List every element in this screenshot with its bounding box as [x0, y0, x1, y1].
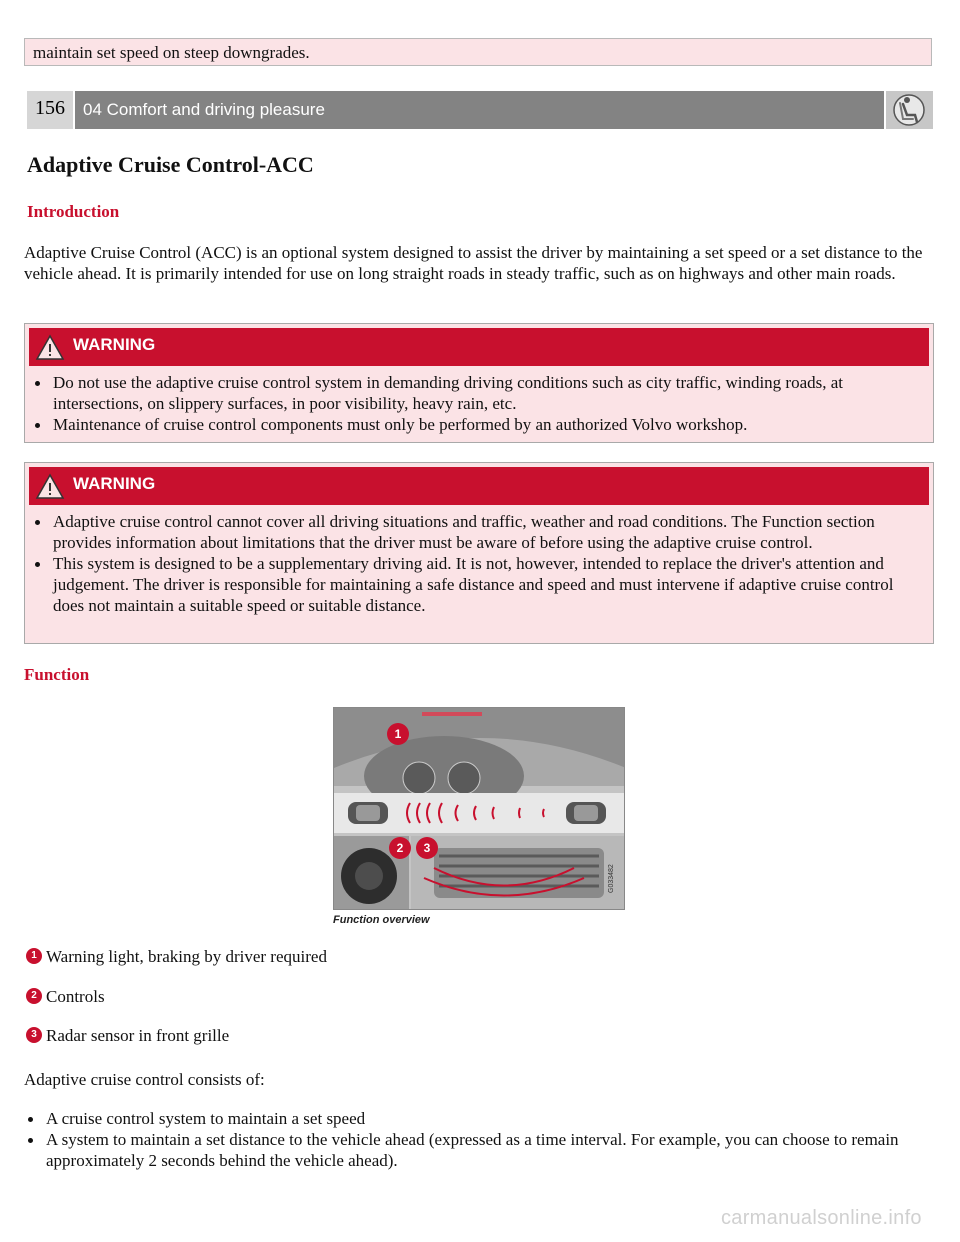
introduction-heading: Introduction	[27, 202, 120, 221]
consists-intro: Adaptive cruise control consists of:	[24, 1070, 265, 1089]
figure-caption: Function overview	[333, 914, 430, 926]
chapter-header	[27, 91, 933, 129]
legend-text: Radar sensor in front grille	[46, 1026, 230, 1045]
warning-label: WARNING	[73, 335, 156, 354]
watermark: carmanualsonline.info	[721, 1207, 922, 1229]
function-overview-figure	[333, 707, 625, 910]
warning-label: WARNING	[73, 474, 156, 493]
seat-person-icon	[886, 91, 933, 129]
warning-triangle-icon	[35, 334, 65, 361]
chapter-title: 04 Comfort and driving pleasure	[75, 91, 884, 129]
list-item: A system to maintain a set distance to the vehicle ahead (expressed as a time interval. For example, you can choose to remain approximately 2 seconds behind the vehicle ahead).	[24, 1129, 934, 1171]
figure-callout-2	[389, 837, 411, 859]
list-item: A cruise control system to maintain a set speed	[24, 1108, 934, 1129]
figure-callout-1	[387, 723, 409, 745]
callout-2-icon: 2	[26, 988, 42, 1004]
warning-item: Do not use the adaptive cruise control system in demanding driving conditions such as city traffic, winding roads, at intersections, on slippery surfaces, in poor visibility, heavy rain, etc.	[31, 372, 927, 414]
callout-3-icon: 3	[26, 1027, 42, 1043]
figure-code: G033482	[608, 864, 615, 893]
function-heading: Function	[24, 665, 90, 684]
warning-item: Adaptive cruise control cannot cover all driving situations and traffic, weather and road conditions. The Function section provides information about limitations that the driver must be aware of before using the adaptive cruise control.	[31, 511, 927, 553]
page-number: 156	[27, 91, 73, 129]
warning-header	[29, 328, 929, 366]
warning-box-1	[24, 323, 934, 443]
warning-triangle-icon	[35, 473, 65, 500]
warning-item: Maintenance of cruise control components must only be performed by an authorized Volvo workshop.	[31, 414, 927, 435]
figure-callout-label: 1	[394, 727, 402, 741]
legend-text: Controls	[46, 987, 105, 1006]
consists-list	[24, 1108, 934, 1171]
legend-text: Warning light, braking by driver required	[46, 947, 327, 966]
page-title: Adaptive Cruise Control-ACC	[27, 152, 314, 177]
callout-1-icon: 1	[26, 948, 42, 964]
warning-box-2	[24, 462, 934, 644]
continuation-box	[24, 38, 932, 66]
warning-item: This system is designed to be a supplementary driving aid. It is not, however, intended to replace the driver's attention and judgement. The driver is responsible for maintaining a safe distance and speed and must intervene if adaptive cruise control does not maintain a suitable speed or suitable distance.	[31, 553, 927, 616]
figure-callout-label: 3	[423, 841, 431, 855]
figure-callout-label: 2	[396, 841, 404, 855]
warning-header	[29, 467, 929, 505]
introduction-body: Adaptive Cruise Control (ACC) is an optional system designed to assist the driver by maintaining a set speed or a set distance to the vehicle ahead. It is primarily intended for use on long straight roads in steady traffic, such as on highways and other main roads.	[24, 243, 923, 283]
figure-callout-3	[416, 837, 438, 859]
continuation-text: maintain set speed on steep downgrades.	[33, 43, 310, 62]
